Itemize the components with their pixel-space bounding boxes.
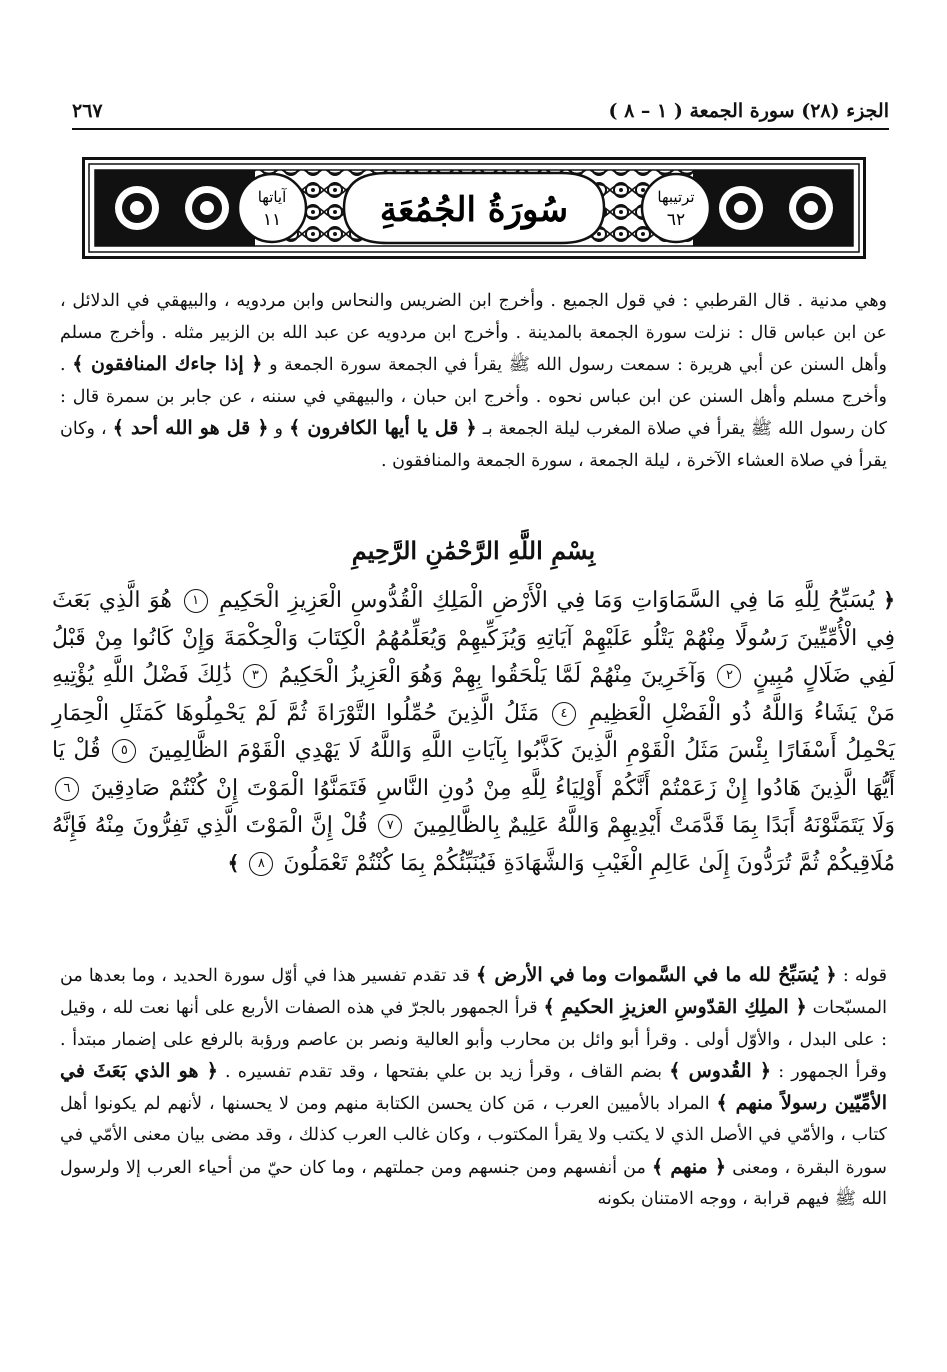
quran-quote: ﴿ منهم ﴾ <box>652 1155 727 1178</box>
verse-text: مَثَلُ الَّذِينَ حُمِّلُوا التَّوْرَاةَ ثُمَّ لَمْ يَحْمِلُوهَا كَمَثَلِ الْحِمَارِ يَحْمِلُ أَسْفَارًا بِئْسَ مَثَلُ الْقَوْمِ الَّذِينَ كَذَّبُوا بِآيَاتِ اللَّهِ وَاللَّهُ لَا يَهْدِي الْقَوْمَ الظَّالِمِينَ <box>52 700 896 763</box>
verse-text: يُسَبِّحُ لِلَّهِ مَا فِي السَّمَاوَاتِ وَمَا فِي الْأَرْضِ الْمَلِكِ الْقُدُّوسِ الْعَزِيزِ الْحَكِيمِ <box>219 588 875 613</box>
quran-quote: ﴿ القُدوس ﴾ <box>669 1059 771 1082</box>
quran-quote: ﴿ إذا جاءك المنافقون ﴾ <box>72 353 263 375</box>
intro-text: وهي مدنية . قال القرطبي : في قول الجميع . وأخرج ابن الضريس والنحاس وابن مردويه ، والبيهقي في الدلائل ، عن ابن عباس قال : نزلت سورة الجمعة بالمدينة . وأخرج ابن مردويه عن عبد الله بن الزبير مثله . وأخرج مسلم وأهل السنن عن أبي هريرة : سمعت رسول الله ﷺ يقرأ في الجمعة سورة الجمعة و <box>60 291 887 375</box>
verse-text: قُلْ إِنَّ الْمَوْتَ الَّذِي تَفِرُّونَ مِنْهُ فَإِنَّهُ مُلَاقِيكُمْ ثُمَّ تُرَدُّونَ إِلَىٰ عَالِمِ الْغَيْبِ وَالشَّهَادَةِ فَيُنَبِّئُكُمْ بِمَا كُنْتُمْ تَعْمَلُونَ <box>52 813 895 876</box>
verse-text: هُوَ الَّذِي بَعَثَ فِي الْأُمِّيِّينَ رَسُولًا مِنْهُمْ يَتْلُو عَلَيْهِمْ آيَاتِهِ وَيُزَكِّيهِمْ وَيُعَلِّمُهُمُ الْكِتَابَ وَالْحِكْمَةَ وَإِنْ كَانُوا مِنْ قَبْلُ لَفِي ضَلَالٍ مُبِينٍ <box>52 588 896 688</box>
tafsir-commentary <box>60 960 887 1215</box>
header-rule <box>72 128 889 130</box>
quran-quote: ﴿ قل يا أيها الكافرون ﴾ <box>289 417 477 439</box>
verse-number-marker: ٤ <box>552 702 576 726</box>
verses-label: آياتها <box>257 188 287 206</box>
running-title: الجزء (٢٨) سورة الجمعة ( ١ – ٨ ) <box>608 100 889 122</box>
ornate-bracket-open: ﴿ <box>883 588 895 612</box>
commentary-text: بضم القاف ، وقرأ زيد بن علي بفتحها ، وقد تقدم تفسيره . <box>225 1061 663 1082</box>
quran-quote: ﴿ الملِكِ القدّوسِ العزيزِ الحكيمِ ﴾ <box>543 996 807 1019</box>
commentary-text: قرأ الجمهور بالجرّ في هذه الصفات الأربع على أنها نعت لله ، وقيل : على البدل ، والأوّل أولى . وقرأ أبو وائل بن محارب وأبو العالية ونصر بن عاصم ورؤبة بالرفع على إضمار مبتدأ . وقرأ الجمهور : <box>60 998 887 1082</box>
verse-text: وَلَا يَتَمَنَّوْنَهُ أَبَدًا بِمَا قَدَّمَتْ أَيْدِيهِمْ وَاللَّهُ عَلِيمٌ بِالظَّالِمِينَ <box>412 813 896 838</box>
banner-medallion-verses <box>238 174 306 242</box>
commentary-paragraph <box>60 960 887 1215</box>
ornate-bracket-close: ﴾ <box>227 850 240 875</box>
verses-block <box>52 582 895 882</box>
page-number: ٢٦٧ <box>72 100 103 122</box>
commentary-text: قد تقدم تفسير هذا في أوّل سورة الحديد ، وما بعدها من المسبّحات <box>60 966 887 1019</box>
commentary-text: من أنفسهم ومن جنسهم ومن جملتهم ، وما كان حيّ من أحياء العرب إلا ولرسول الله ﷺ فيهم قرابة ، ووجه الامتنان بكونه <box>60 1157 887 1210</box>
quran-verses <box>52 582 895 882</box>
order-number: ٦٢ <box>666 210 686 230</box>
banner-medallion-order <box>642 174 710 242</box>
banner-title-cartouche <box>344 173 604 243</box>
basmala: بِسْمِ اللَّهِ الرَّحْمَٰنِ الرَّحِيمِ <box>351 536 596 565</box>
verse-number-marker: ٢ <box>717 664 741 688</box>
banner-ornament-right <box>693 170 853 246</box>
intro-text: . وأخرج مسلم وأهل السنن عن ابن عباس نحوه . وأخرج ابن حبان ، والبيهقي في سننه ، عن جابر بن سمرة قال : كان رسول الله ﷺ يقرأ في صلاة المغرب ليلة الجمعة بـ <box>60 355 888 439</box>
verse-number-marker: ٣ <box>243 664 267 688</box>
commentary-text: قوله : <box>842 966 887 986</box>
verse-text: ذَٰلِكَ فَضْلُ اللَّهِ يُؤْتِيهِ مَنْ يَشَاءُ وَاللَّهُ ذُو الْفَضْلِ الْعَظِيمِ <box>52 663 896 726</box>
verse-text: وَآخَرِينَ مِنْهُمْ لَمَّا يَلْحَقُوا بِهِمْ وَهُوَ الْعَزِيزُ الْحَكِيمُ <box>278 663 707 688</box>
order-label: ترتيبها <box>657 188 695 206</box>
quran-quote: ﴿ هو الذي بَعَثَ في الأمِّيّين رسولاً منهم ﴾ <box>60 1059 887 1115</box>
commentary-text: المراد بالأميين العرب ، مَن كان يحسن الكتابة منهم ومن لا يحسنها ، لأنهم لم يكونوا أهل كتاب ، والأمّي في الأصل الذي لا يكتب ولا يقرأ المكتوب ، وكان غالب العرب كذلك ، وقد مضى بيان معنى الأمّي في سورة البقرة ، ومعنى <box>60 1094 887 1178</box>
intro-text: و <box>274 419 283 439</box>
surah-introduction <box>60 286 887 477</box>
surah-name: سُورَةُ الجُمُعَةِ <box>379 190 569 230</box>
verse-number-marker: ٧ <box>378 814 402 838</box>
verses-count: ١١ <box>262 210 282 230</box>
verse-number-marker: ٨ <box>249 852 273 876</box>
verse-number-marker: ١ <box>184 589 208 613</box>
verse-text: قُلْ يَا أَيُّهَا الَّذِينَ هَادُوا إِنْ زَعَمْتُمْ أَنَّكُمْ أَوْلِيَاءُ لِلَّهِ مِنْ دُونِ النَّاسِ فَتَمَنَّوُا الْمَوْتَ إِنْ كُنْتُمْ صَادِقِينَ <box>52 738 895 801</box>
verse-number-marker: ٥ <box>112 739 136 763</box>
running-header <box>72 98 889 128</box>
quran-quote: ﴿ يُسَبِّحُ لله ما في السَّموات وما في الأرض ﴾ <box>476 964 837 986</box>
quran-quote: ﴿ قل هو الله أحد ﴾ <box>112 417 269 439</box>
banner-ornament-left <box>95 170 255 246</box>
intro-text: ، وكان يقرأ في صلاة العشاء الآخرة ، ليلة الجمعة ، سورة الجمعة والمنافقون . <box>60 419 887 471</box>
verse-number-marker: ٦ <box>55 777 79 801</box>
intro-paragraph <box>60 286 887 477</box>
surah-title-banner <box>82 157 866 259</box>
